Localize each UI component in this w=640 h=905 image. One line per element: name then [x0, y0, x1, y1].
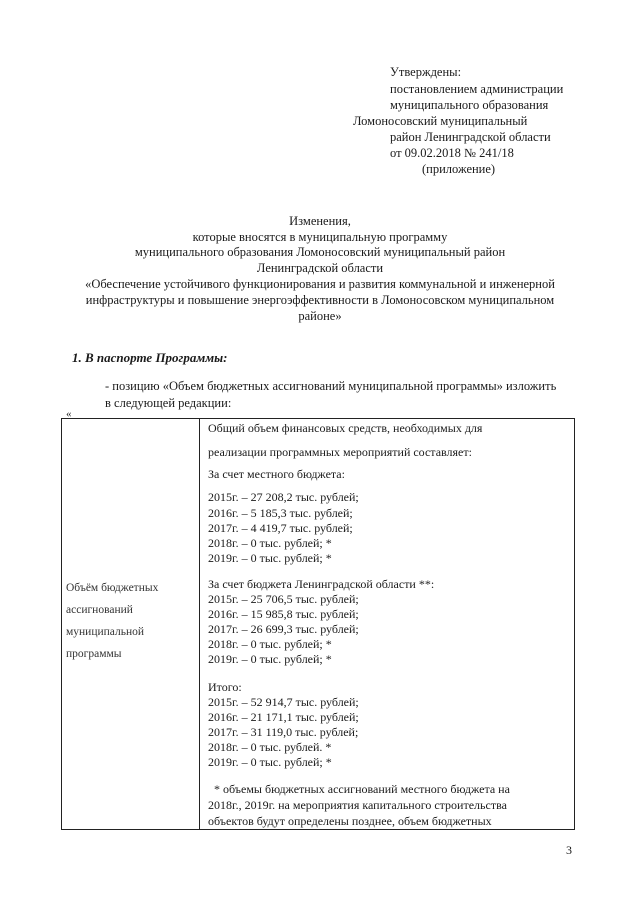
approval-line: муниципального образования [390, 98, 549, 112]
section-heading: 1. В паспорте Программы: [72, 350, 228, 365]
quote-mark: « [66, 408, 72, 420]
approval-appendix: (приложение) [422, 162, 496, 176]
local-budget-row: 2019г. – 0 тыс. рублей; * [208, 551, 332, 565]
total-title: Итого: [208, 680, 242, 694]
total-row: 2015г. – 52 914,7 тыс. рублей; [208, 695, 359, 709]
doc-subtitle: которые вносятся в муниципальную программу [192, 230, 448, 244]
local-budget-row: 2016г. – 5 185,3 тыс. рублей; [208, 506, 353, 520]
approval-label: Утверждены: [390, 65, 462, 79]
region-budget-row: 2017г. – 26 699,3 тыс. рублей; [208, 622, 359, 636]
footnote: * объемы бюджетных ассигнований местного бюджета на [214, 782, 510, 796]
table-label-cell [62, 419, 200, 830]
total-row: 2019г. – 0 тыс. рублей; * [208, 755, 332, 769]
doc-subtitle: «Обеспечение устойчивого функционирования и развития коммунальной и инженерной [85, 277, 555, 291]
approval-line: Ломоносовский муниципальный [353, 114, 528, 128]
total-funding-heading: Общий объем финансовых средств, необходимых для [208, 421, 483, 435]
local-budget-title: За счет местного бюджета: [208, 467, 345, 481]
footnote: 2018г., 2019г. на мероприятия капитального строительства [208, 798, 507, 812]
total-funding-heading: реализации программных мероприятий составляет: [208, 445, 472, 459]
budget-label-line: Объём бюджетных [66, 582, 159, 594]
section-intro: - позицию «Объем бюджетных ассигнований муниципальной программы» изложить [105, 379, 557, 393]
region-budget-row: 2016г. – 15 985,8 тыс. рублей; [208, 607, 359, 621]
region-budget-row: 2019г. – 0 тыс. рублей; * [208, 652, 332, 666]
table-value-cell [200, 419, 575, 830]
total-row: 2016г. – 21 171,1 тыс. рублей; [208, 710, 359, 724]
budget-label-line: муниципальной [66, 626, 145, 638]
budget-label-line: программы [66, 648, 122, 660]
footnote: объектов будут определены позднее, объем бюджетных [208, 814, 492, 828]
local-budget-row: 2018г. – 0 тыс. рублей; * [208, 536, 332, 550]
program-passport-table [61, 418, 575, 830]
budget-label-line: ассигнований [66, 604, 133, 616]
approval-date-number: от 09.02.2018 № 241/18 [390, 146, 514, 160]
page-number: 3 [566, 843, 572, 857]
doc-title: Изменения, [289, 214, 351, 228]
region-budget-row: 2015г. – 25 706,5 тыс. рублей; [208, 592, 359, 606]
approval-line: район Ленинградской области [390, 130, 551, 144]
total-row: 2018г. – 0 тыс. рублей. * [208, 740, 332, 754]
doc-subtitle: районе» [298, 309, 342, 323]
region-budget-title: За счет бюджета Ленинградской области **: [208, 577, 435, 591]
budget-label [66, 577, 158, 665]
section-intro: в следующей редакции: [105, 396, 232, 410]
doc-subtitle: инфраструктуры и повышение энергоэффективности в Ломоносовском муниципальном [85, 293, 555, 307]
local-budget-row: 2017г. – 4 419,7 тыс. рублей; [208, 521, 353, 535]
doc-subtitle: Ленинградской области [256, 261, 384, 275]
region-budget-row: 2018г. – 0 тыс. рублей; * [208, 637, 332, 651]
doc-subtitle: муниципального образования Ломоносовский муниципальный район [134, 245, 506, 259]
local-budget-row: 2015г. – 27 208,2 тыс. рублей; [208, 490, 359, 504]
approval-line: постановлением администрации [390, 82, 564, 96]
total-row: 2017г. – 31 119,0 тыс. рублей; [208, 725, 359, 739]
